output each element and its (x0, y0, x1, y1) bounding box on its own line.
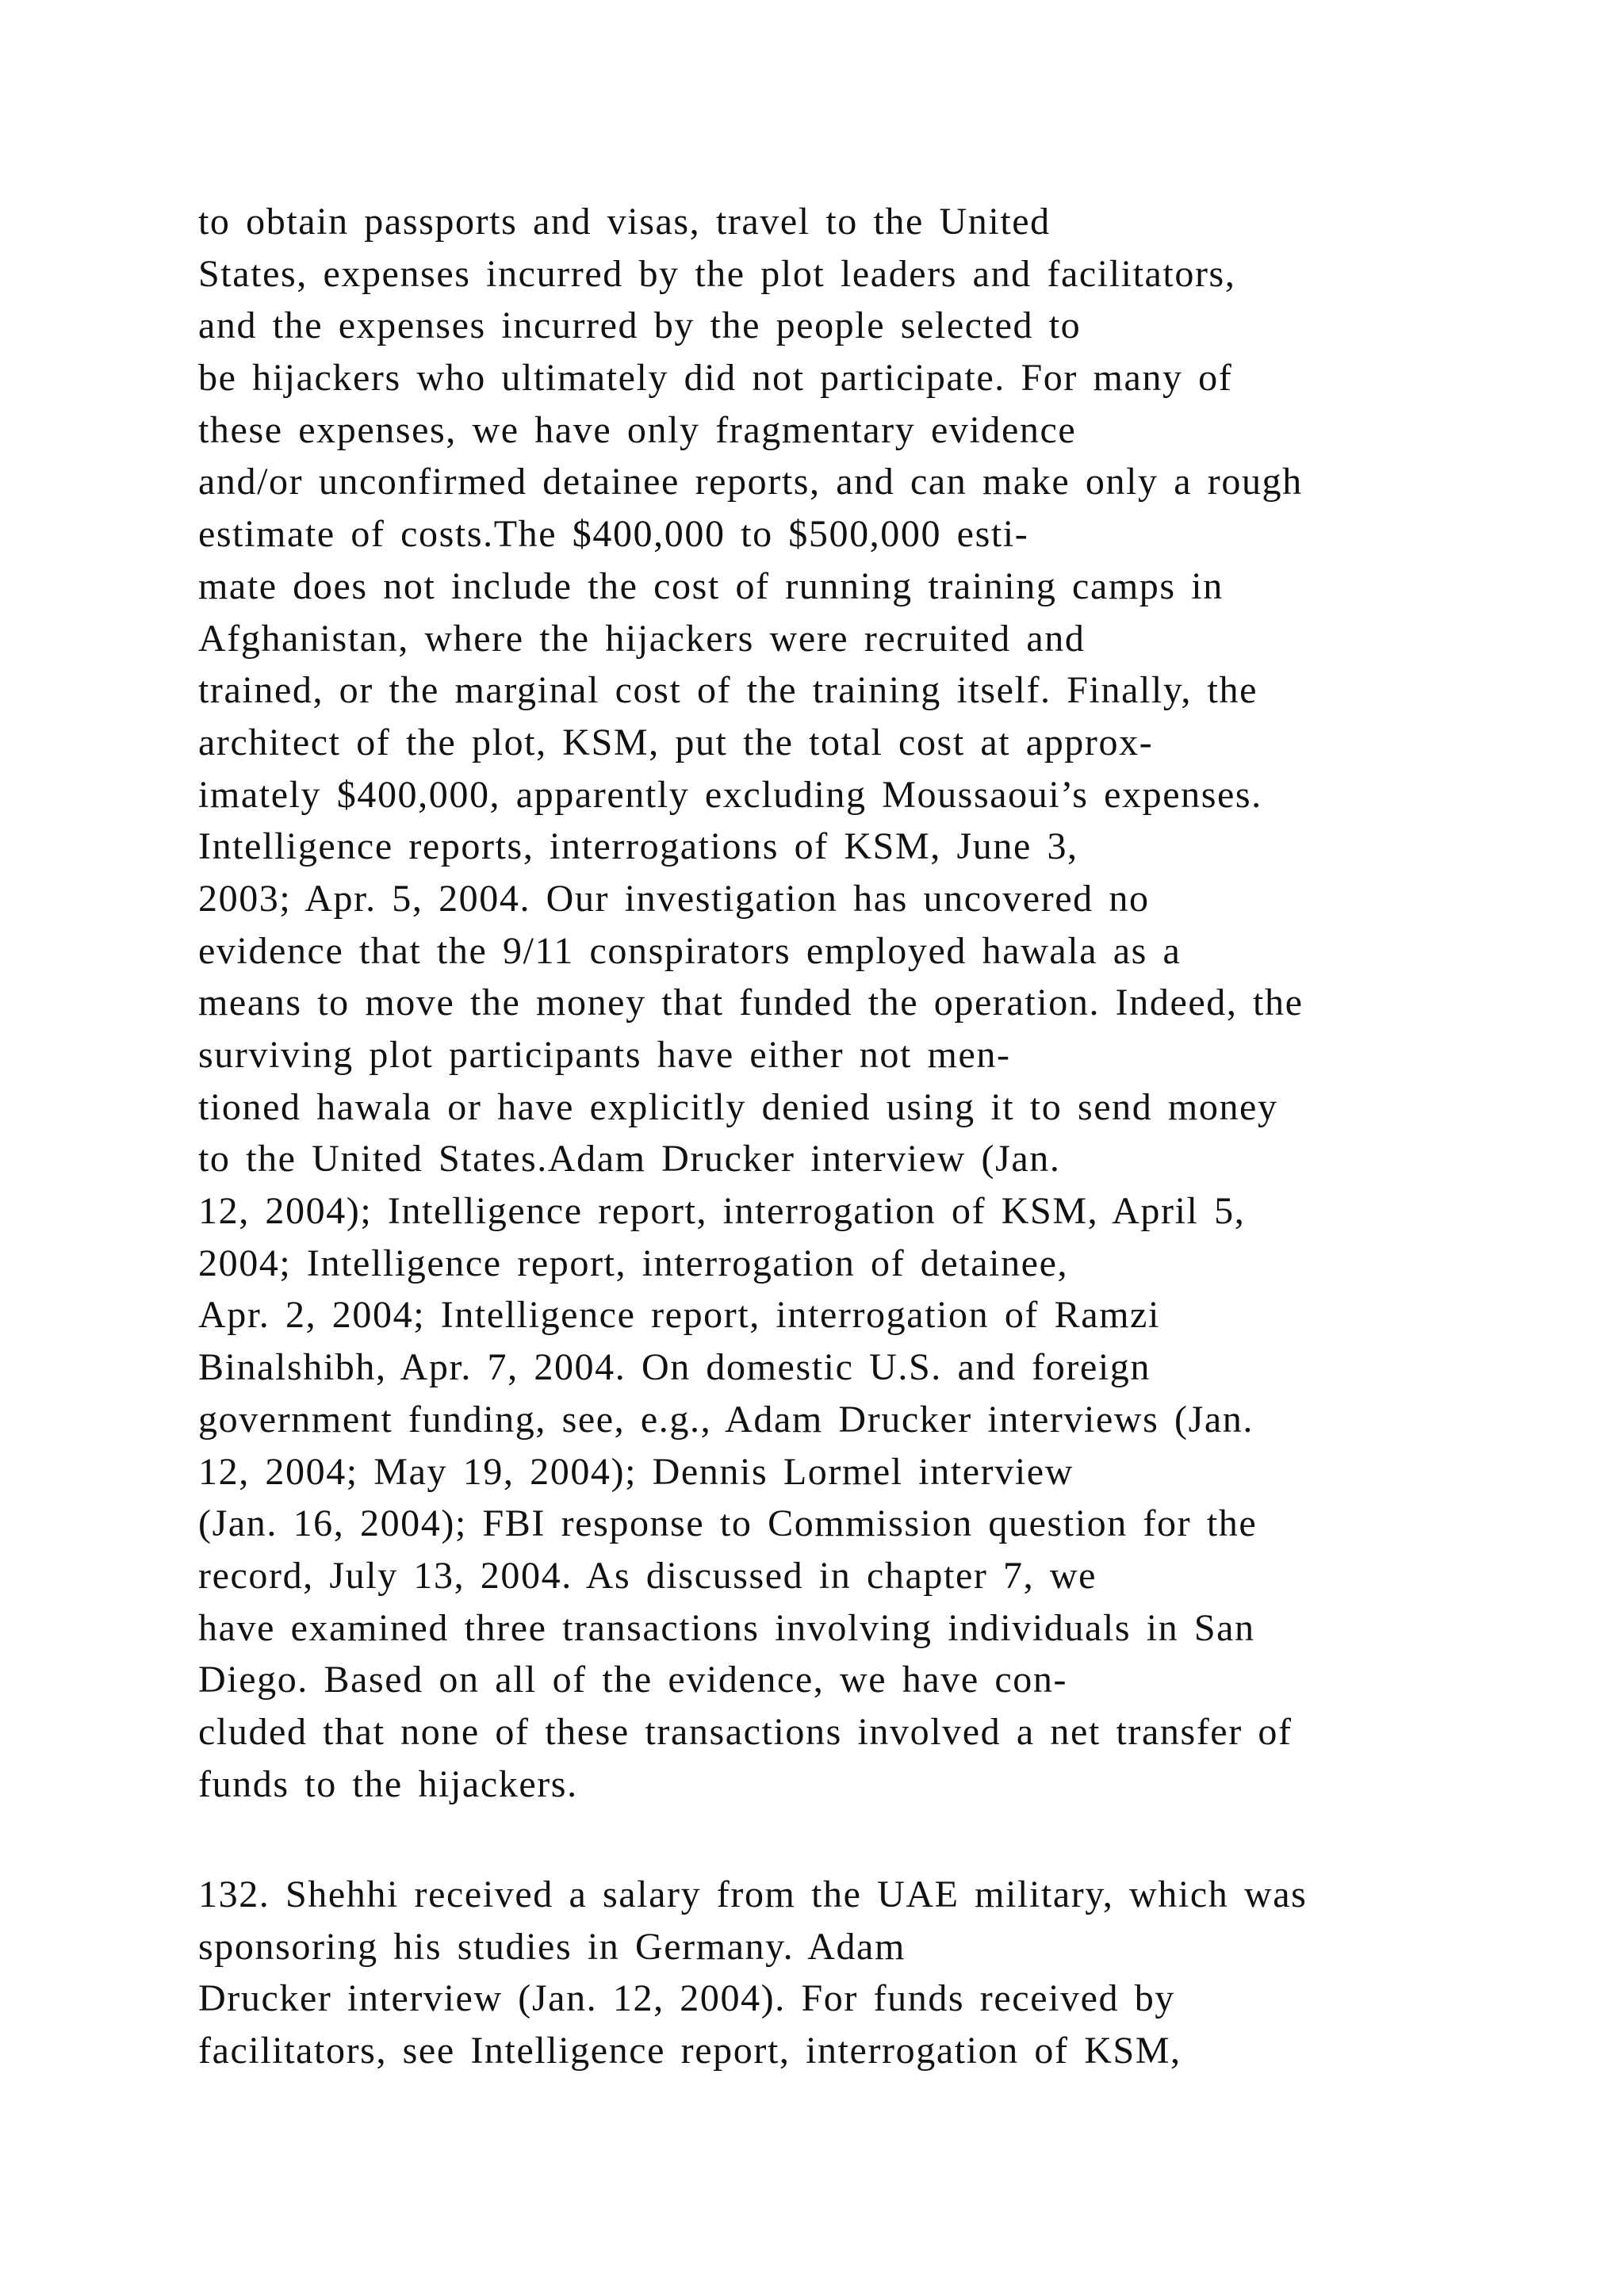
note-paragraph (198, 1869, 1307, 2077)
text-line: tioned hawala or have explicitly denied using it to send money (198, 1085, 1278, 1128)
text-line: States, expenses incurred by the plot leaders and facilitators, (198, 252, 1236, 295)
text-line: estimate of costs.The $400,000 to $500,000 esti- (198, 513, 1029, 556)
text-line: have examined three transactions involving individuals in San (198, 1606, 1255, 1649)
text-line: mate does not include the cost of running training camps in (198, 564, 1224, 607)
text-line: facilitators, see Intelligence report, interrogation of KSM, (198, 2030, 1182, 2072)
text-line: to the United States.Adam Drucker interview (Jan. (198, 1138, 1061, 1181)
text-line: trained, or the marginal cost of the training itself. Finally, the (198, 669, 1258, 712)
text-line: 132. Shehhi received a salary from the UAE military, which was (198, 1873, 1308, 1915)
text-line: architect of the plot, KSM, put the total cost at approx- (198, 721, 1154, 763)
text-line: surviving plot participants have either not men- (198, 1034, 1011, 1076)
text-line: (Jan. 16, 2004); FBI response to Commission question for the (198, 1502, 1258, 1545)
text-line: Diego. Based on all of the evidence, we have con- (198, 1659, 1068, 1701)
text-line: cluded that none of these transactions involved a net transfer of (198, 1710, 1293, 1753)
text-line: 12, 2004); Intelligence report, interrogation of KSM, April 5, (198, 1190, 1246, 1233)
text-line: and the expenses incurred by the people selected to (198, 304, 1082, 347)
text-line: funds to the hijackers. (198, 1762, 578, 1805)
text-line: means to move the money that funded the operation. Indeed, the (198, 982, 1304, 1024)
text-line: 12, 2004; May 19, 2004); Dennis Lormel interview (198, 1450, 1074, 1493)
text-line: Drucker interview (Jan. 12, 2004). For funds received by (198, 1977, 1175, 2020)
text-line: government funding, see, e.g., Adam Drucker interviews (Jan. (198, 1398, 1254, 1441)
text-line: be hijackers who ultimately did not participate. For many of (198, 357, 1233, 400)
text-line: and/or unconfirmed detainee reports, and can make only a rough (198, 461, 1303, 503)
text-line: Intelligence reports, interrogations of KSM, June 3, (198, 825, 1078, 868)
note-paragraph (198, 196, 1304, 1810)
text-line: 2003; Apr. 5, 2004. Our investigation has uncovered no (198, 877, 1150, 920)
text-line: Binalshibh, Apr. 7, 2004. On domestic U.S. and foreign (198, 1346, 1151, 1389)
text-line: evidence that the 9/11 conspirators employed hawala as a (198, 929, 1182, 972)
text-line: 2004; Intelligence report, interrogation of detainee, (198, 1242, 1069, 1284)
text-line: to obtain passports and visas, travel to the United (198, 201, 1051, 243)
text-line: sponsoring his studies in Germany. Adam (198, 1925, 906, 1968)
text-line: record, July 13, 2004. As discussed in chapter 7, we (198, 1554, 1097, 1597)
text-line: Afghanistan, where the hijackers were recruited and (198, 617, 1086, 660)
text-line: these expenses, we have only fragmentary evidence (198, 408, 1077, 451)
text-line: Apr. 2, 2004; Intelligence report, interrogation of Ramzi (198, 1294, 1160, 1337)
text-line: imately $400,000, apparently excluding Moussaoui’s expenses. (198, 773, 1262, 816)
